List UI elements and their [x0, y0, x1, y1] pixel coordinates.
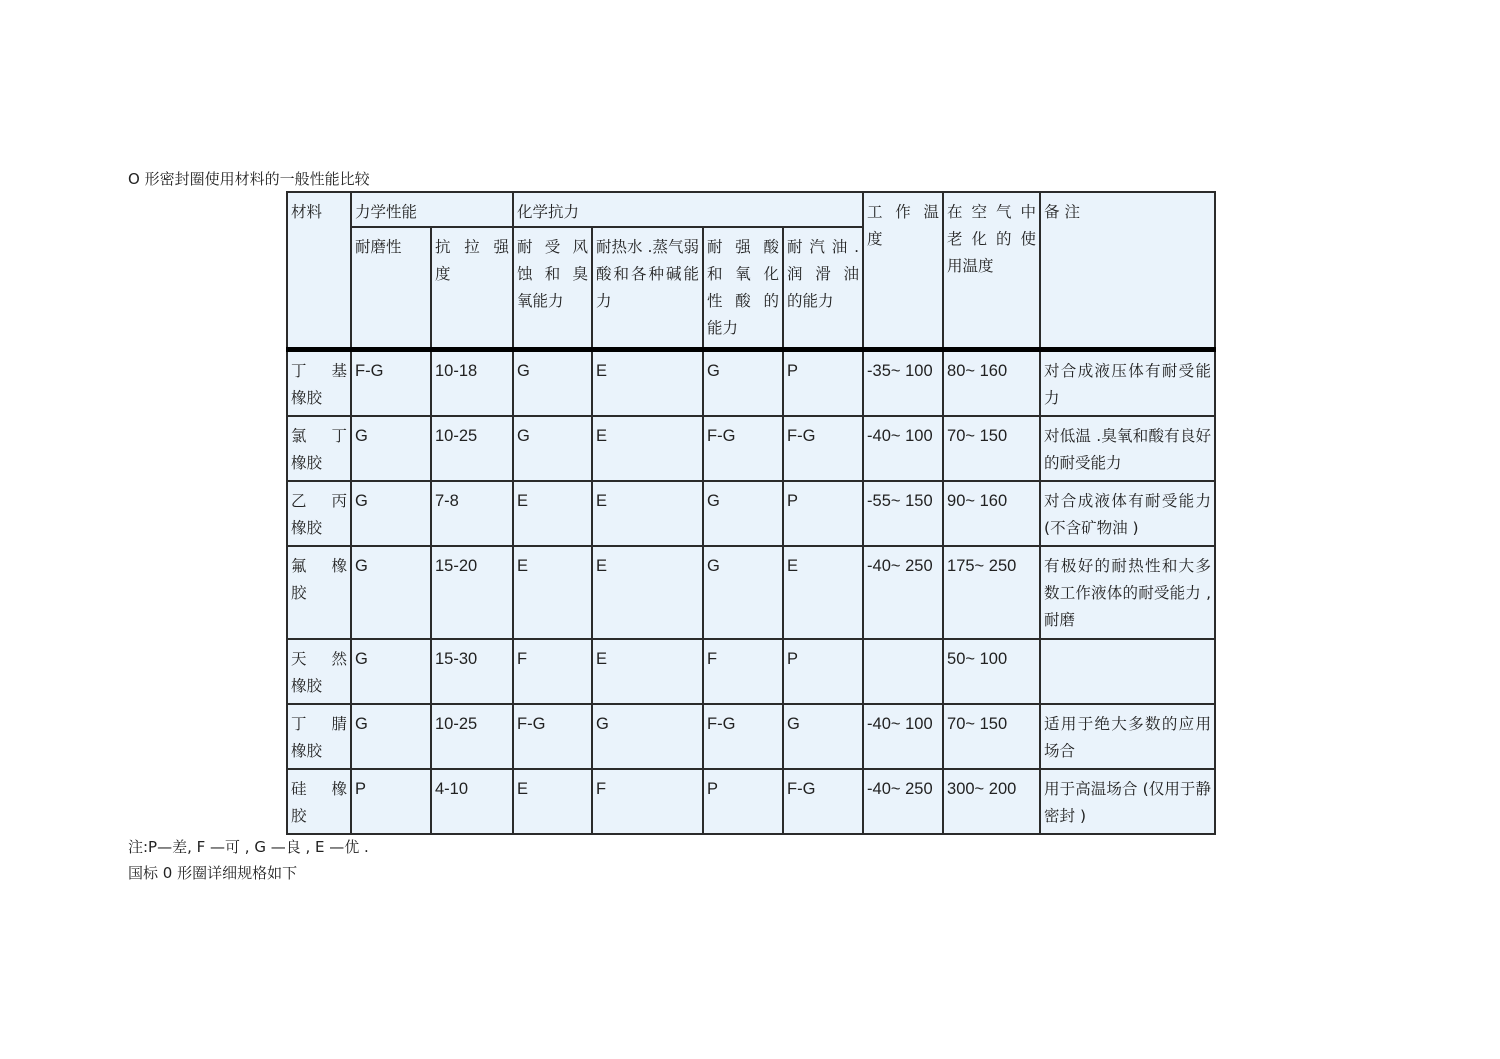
header-tensile: 抗 拉 强 度 — [431, 227, 513, 350]
next-section-note: 国标 0 形圈详细规格如下 — [128, 864, 298, 882]
material-comparison-table — [286, 191, 1216, 835]
header-remarks: 备 注 — [1040, 192, 1215, 350]
header-abrasion: 耐磨性 — [351, 227, 431, 350]
cell-strong-acid: G — [703, 350, 783, 417]
cell-aging-temp: 90~ 160 — [943, 481, 1040, 546]
cell-hot-water: G — [592, 704, 703, 769]
cell-remarks: 有极好的耐热性和大多数工作液体的耐受能力 ,耐磨 — [1040, 546, 1215, 639]
cell-remarks: 对合成液体有耐受能力 (不含矿物油 ) — [1040, 481, 1215, 546]
cell-material: 天 然 橡胶 — [287, 639, 351, 704]
cell-material: 丁 腈 橡胶 — [287, 704, 351, 769]
cell-tensile: 15-20 — [431, 546, 513, 639]
cell-strong-acid: G — [703, 546, 783, 639]
cell-remarks: 用于高温场合 (仅用于静密封 ) — [1040, 769, 1215, 834]
cell-tensile: 4-10 — [431, 769, 513, 834]
cell-hot-water: E — [592, 416, 703, 481]
cell-hot-water: F — [592, 769, 703, 834]
cell-gasoline: P — [783, 639, 863, 704]
cell-abrasion: P — [351, 769, 431, 834]
cell-aging-temp: 80~ 160 — [943, 350, 1040, 417]
cell-work-temp: -40~ 100 — [863, 416, 943, 481]
cell-hot-water: E — [592, 546, 703, 639]
table-row — [287, 416, 1215, 481]
table-row — [287, 481, 1215, 546]
header-hot-water: 耐热水 .蒸气弱酸和各种碱能力 — [592, 227, 703, 350]
cell-weather-ozone: G — [513, 350, 592, 417]
cell-gasoline: P — [783, 481, 863, 546]
cell-abrasion: F-G — [351, 350, 431, 417]
cell-work-temp: -55~ 150 — [863, 481, 943, 546]
cell-aging-temp: 175~ 250 — [943, 546, 1040, 639]
table-row — [287, 546, 1215, 639]
cell-weather-ozone: E — [513, 546, 592, 639]
cell-abrasion: G — [351, 704, 431, 769]
cell-aging-temp: 50~ 100 — [943, 639, 1040, 704]
cell-hot-water: E — [592, 639, 703, 704]
header-mechanical: 力学性能 — [351, 192, 513, 227]
cell-work-temp — [863, 639, 943, 704]
cell-weather-ozone: F-G — [513, 704, 592, 769]
cell-weather-ozone: G — [513, 416, 592, 481]
cell-gasoline: F-G — [783, 769, 863, 834]
cell-material: 氯 丁 橡胶 — [287, 416, 351, 481]
header-material: 材料 — [287, 192, 351, 350]
header-strong-acid: 耐 强 酸 和 氧 化 性 酸 的 能力 — [703, 227, 783, 350]
cell-weather-ozone: E — [513, 481, 592, 546]
cell-gasoline: G — [783, 704, 863, 769]
cell-aging-temp: 300~ 200 — [943, 769, 1040, 834]
cell-work-temp: -40~ 250 — [863, 546, 943, 639]
header-weather-ozone: 耐 受 风 蚀 和 臭 氧能力 — [513, 227, 592, 350]
cell-tensile: 15-30 — [431, 639, 513, 704]
cell-gasoline: E — [783, 546, 863, 639]
cell-work-temp: -40~ 100 — [863, 704, 943, 769]
cell-abrasion: G — [351, 639, 431, 704]
header-gasoline: 耐 汽 油 . 润 滑 油 的能力 — [783, 227, 863, 350]
header-aging-temp: 在 空 气 中 老 化 的 使 用温度 — [943, 192, 1040, 350]
cell-tensile: 10-25 — [431, 416, 513, 481]
table-title: O 形密封圈使用材料的一般性能比较 — [128, 170, 370, 188]
cell-tensile: 10-18 — [431, 350, 513, 417]
cell-gasoline: F-G — [783, 416, 863, 481]
header-chemical: 化学抗力 — [513, 192, 863, 227]
cell-strong-acid: P — [703, 769, 783, 834]
table-row — [287, 639, 1215, 704]
cell-material: 丁 基 橡胶 — [287, 350, 351, 417]
cell-tensile: 10-25 — [431, 704, 513, 769]
cell-remarks: 适用于绝大多数的应用场合 — [1040, 704, 1215, 769]
table-row — [287, 769, 1215, 834]
cell-remarks: 对低温 .臭氧和酸有良好的耐受能力 — [1040, 416, 1215, 481]
cell-strong-acid: F — [703, 639, 783, 704]
cell-abrasion: G — [351, 416, 431, 481]
cell-abrasion: G — [351, 546, 431, 639]
cell-work-temp: -35~ 100 — [863, 350, 943, 417]
cell-material: 硅 橡 胶 — [287, 769, 351, 834]
cell-aging-temp: 70~ 150 — [943, 416, 1040, 481]
cell-strong-acid: F-G — [703, 416, 783, 481]
rating-legend-note: 注:P—差, F —可 , G —良 , E —优 . — [128, 838, 369, 856]
cell-gasoline: P — [783, 350, 863, 417]
cell-material: 氟 橡 胶 — [287, 546, 351, 639]
table-row — [287, 704, 1215, 769]
cell-aging-temp: 70~ 150 — [943, 704, 1040, 769]
cell-strong-acid: G — [703, 481, 783, 546]
header-work-temp: 工 作 温 度 — [863, 192, 943, 350]
cell-remarks — [1040, 639, 1215, 704]
cell-abrasion: G — [351, 481, 431, 546]
cell-remarks: 对合成液压体有耐受能力 — [1040, 350, 1215, 417]
cell-material: 乙 丙 橡胶 — [287, 481, 351, 546]
cell-hot-water: E — [592, 481, 703, 546]
cell-weather-ozone: E — [513, 769, 592, 834]
cell-tensile: 7-8 — [431, 481, 513, 546]
table-row — [287, 350, 1215, 417]
cell-weather-ozone: F — [513, 639, 592, 704]
cell-hot-water: E — [592, 350, 703, 417]
cell-strong-acid: F-G — [703, 704, 783, 769]
cell-work-temp: -40~ 250 — [863, 769, 943, 834]
